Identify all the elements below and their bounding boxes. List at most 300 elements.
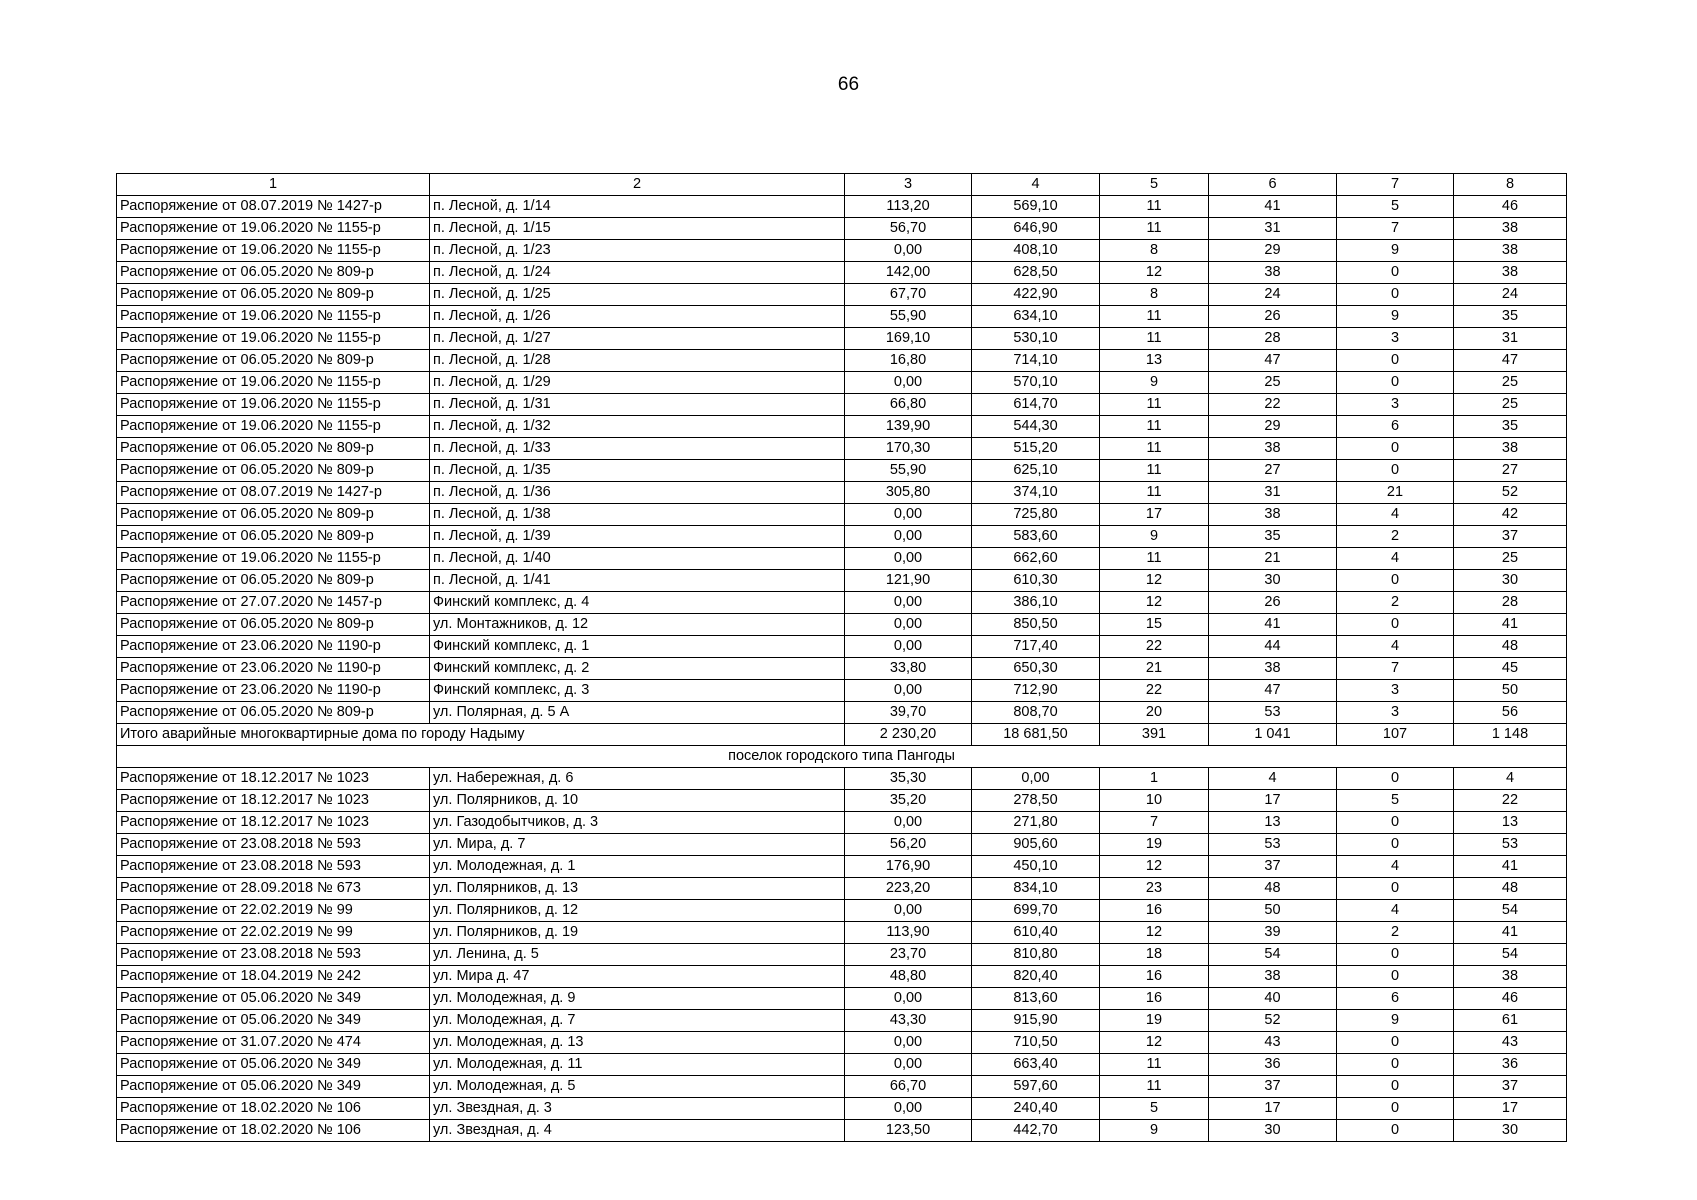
order-reference-cell: Распоряжение от 06.05.2020 № 809-р xyxy=(117,702,430,724)
table-cell: 0 xyxy=(1337,878,1454,900)
order-reference-cell: Распоряжение от 19.06.2020 № 1155-р xyxy=(117,218,430,240)
table-cell: 55,90 xyxy=(845,306,972,328)
table-cell: 0 xyxy=(1337,614,1454,636)
table-row xyxy=(117,548,1567,570)
table-cell: 12 xyxy=(1100,922,1209,944)
table-row xyxy=(117,856,1567,878)
table-cell: 22 xyxy=(1100,636,1209,658)
table-cell: 21 xyxy=(1337,482,1454,504)
address-cell: ул. Молодежная, д. 13 xyxy=(430,1032,845,1054)
table-cell: 11 xyxy=(1100,438,1209,460)
address-cell: п. Лесной, д. 1/38 xyxy=(430,504,845,526)
table-cell: 121,90 xyxy=(845,570,972,592)
order-reference-cell: Распоряжение от 05.06.2020 № 349 xyxy=(117,1010,430,1032)
order-reference-cell: Распоряжение от 23.06.2020 № 1190-р xyxy=(117,636,430,658)
order-reference-cell: Распоряжение от 06.05.2020 № 809-р xyxy=(117,460,430,482)
table-cell: 699,70 xyxy=(972,900,1100,922)
table-cell: 0,00 xyxy=(845,812,972,834)
address-cell: ул. Полярников, д. 10 xyxy=(430,790,845,812)
table-cell: 4 xyxy=(1337,636,1454,658)
order-reference-cell: Распоряжение от 19.06.2020 № 1155-р xyxy=(117,548,430,570)
table-cell: 2 xyxy=(1337,592,1454,614)
order-reference-cell: Распоряжение от 23.06.2020 № 1190-р xyxy=(117,680,430,702)
table-cell: 646,90 xyxy=(972,218,1100,240)
table-cell: 628,50 xyxy=(972,262,1100,284)
table-cell: 169,10 xyxy=(845,328,972,350)
table-cell: 634,10 xyxy=(972,306,1100,328)
table-cell: 48 xyxy=(1454,878,1567,900)
table-cell: 597,60 xyxy=(972,1076,1100,1098)
table-cell: 834,10 xyxy=(972,878,1100,900)
table-cell: 0 xyxy=(1337,1098,1454,1120)
table-cell: 11 xyxy=(1100,218,1209,240)
table-cell: 3 xyxy=(1337,680,1454,702)
table-cell: 11 xyxy=(1100,1054,1209,1076)
address-cell: п. Лесной, д. 1/23 xyxy=(430,240,845,262)
address-cell: ул. Набережная, д. 6 xyxy=(430,768,845,790)
table-cell: 712,90 xyxy=(972,680,1100,702)
table-cell: 37 xyxy=(1209,856,1337,878)
table-cell: 0,00 xyxy=(845,988,972,1010)
table-cell: 17 xyxy=(1454,1098,1567,1120)
table-cell: 915,90 xyxy=(972,1010,1100,1032)
table-cell: 0,00 xyxy=(845,1098,972,1120)
address-cell: п. Лесной, д. 1/40 xyxy=(430,548,845,570)
table-cell: 46 xyxy=(1454,988,1567,1010)
table-cell: 3 xyxy=(1337,394,1454,416)
order-reference-cell: Распоряжение от 08.07.2019 № 1427-р xyxy=(117,482,430,504)
table-cell: 4 xyxy=(1209,768,1337,790)
table-cell: 17 xyxy=(1209,1098,1337,1120)
table-cell: 570,10 xyxy=(972,372,1100,394)
table-cell: 123,50 xyxy=(845,1120,972,1142)
table-cell: 0,00 xyxy=(845,636,972,658)
table-cell: 48 xyxy=(1454,636,1567,658)
table-cell: 4 xyxy=(1337,504,1454,526)
table-cell: 0 xyxy=(1337,438,1454,460)
column-number: 4 xyxy=(972,174,1100,196)
table-cell: 41 xyxy=(1454,614,1567,636)
table-cell: 47 xyxy=(1209,680,1337,702)
table-cell: 29 xyxy=(1209,240,1337,262)
table-cell: 37 xyxy=(1209,1076,1337,1098)
table-cell: 12 xyxy=(1100,262,1209,284)
table-cell: 43 xyxy=(1209,1032,1337,1054)
table-cell: 38 xyxy=(1209,504,1337,526)
table-cell: 55,90 xyxy=(845,460,972,482)
table-cell: 0 xyxy=(1337,944,1454,966)
housing-register-table xyxy=(116,173,1567,1142)
table-cell: 4 xyxy=(1337,856,1454,878)
address-cell: п. Лесной, д. 1/28 xyxy=(430,350,845,372)
table-cell: 813,60 xyxy=(972,988,1100,1010)
table-cell: 38 xyxy=(1209,262,1337,284)
table-cell: 11 xyxy=(1100,460,1209,482)
table-row xyxy=(117,1010,1567,1032)
order-reference-cell: Распоряжение от 23.08.2018 № 593 xyxy=(117,856,430,878)
table-cell: 33,80 xyxy=(845,658,972,680)
table-cell: 271,80 xyxy=(972,812,1100,834)
table-cell: 0 xyxy=(1337,372,1454,394)
table-cell: 0 xyxy=(1337,1076,1454,1098)
table-cell: 36 xyxy=(1209,1054,1337,1076)
address-cell: п. Лесной, д. 1/25 xyxy=(430,284,845,306)
address-cell: Финский комплекс, д. 1 xyxy=(430,636,845,658)
table-cell: 422,90 xyxy=(972,284,1100,306)
table-cell: 31 xyxy=(1454,328,1567,350)
table-cell: 41 xyxy=(1454,922,1567,944)
table-cell: 610,30 xyxy=(972,570,1100,592)
table-cell: 18 xyxy=(1100,944,1209,966)
table-row xyxy=(117,438,1567,460)
table-cell: 662,60 xyxy=(972,548,1100,570)
table-cell: 530,10 xyxy=(972,328,1100,350)
order-reference-cell: Распоряжение от 19.06.2020 № 1155-р xyxy=(117,372,430,394)
table-row xyxy=(117,570,1567,592)
table-row xyxy=(117,196,1567,218)
table-cell: 583,60 xyxy=(972,526,1100,548)
table-cell: 8 xyxy=(1100,284,1209,306)
table-cell: 614,70 xyxy=(972,394,1100,416)
table-row xyxy=(117,878,1567,900)
table-cell: 6 xyxy=(1337,416,1454,438)
total-value: 391 xyxy=(1100,724,1209,746)
table-cell: 5 xyxy=(1100,1098,1209,1120)
table-row xyxy=(117,658,1567,680)
order-reference-cell: Распоряжение от 18.02.2020 № 106 xyxy=(117,1120,430,1142)
table-cell: 3 xyxy=(1337,328,1454,350)
table-cell: 0 xyxy=(1337,1054,1454,1076)
table-row xyxy=(117,394,1567,416)
table-cell: 374,10 xyxy=(972,482,1100,504)
table-row xyxy=(117,680,1567,702)
table-cell: 0,00 xyxy=(845,372,972,394)
table-cell: 8 xyxy=(1100,240,1209,262)
table-row xyxy=(117,350,1567,372)
table-cell: 56 xyxy=(1454,702,1567,724)
address-cell: п. Лесной, д. 1/39 xyxy=(430,526,845,548)
table-cell: 11 xyxy=(1100,1076,1209,1098)
table-cell: 38 xyxy=(1209,658,1337,680)
table-cell: 240,40 xyxy=(972,1098,1100,1120)
order-reference-cell: Распоряжение от 23.08.2018 № 593 xyxy=(117,944,430,966)
table-row xyxy=(117,922,1567,944)
order-reference-cell: Распоряжение от 18.02.2020 № 106 xyxy=(117,1098,430,1120)
total-row xyxy=(117,724,1567,746)
address-cell: ул. Звездная, д. 3 xyxy=(430,1098,845,1120)
table-cell: 663,40 xyxy=(972,1054,1100,1076)
address-cell: п. Лесной, д. 1/29 xyxy=(430,372,845,394)
table-row xyxy=(117,790,1567,812)
table-cell: 11 xyxy=(1100,196,1209,218)
address-cell: п. Лесной, д. 1/27 xyxy=(430,328,845,350)
table-cell: 5 xyxy=(1337,790,1454,812)
table-cell: 38 xyxy=(1209,966,1337,988)
table-cell: 53 xyxy=(1209,834,1337,856)
table-cell: 53 xyxy=(1209,702,1337,724)
table-cell: 41 xyxy=(1209,614,1337,636)
table-cell: 610,40 xyxy=(972,922,1100,944)
address-cell: Финский комплекс, д. 2 xyxy=(430,658,845,680)
table-cell: 7 xyxy=(1100,812,1209,834)
address-cell: Финский комплекс, д. 3 xyxy=(430,680,845,702)
order-reference-cell: Распоряжение от 19.06.2020 № 1155-р xyxy=(117,306,430,328)
table-cell: 27 xyxy=(1209,460,1337,482)
table-cell: 67,70 xyxy=(845,284,972,306)
table-cell: 725,80 xyxy=(972,504,1100,526)
table-cell: 0 xyxy=(1337,350,1454,372)
table-cell: 305,80 xyxy=(845,482,972,504)
table-cell: 25 xyxy=(1209,372,1337,394)
table-cell: 54 xyxy=(1209,944,1337,966)
table-cell: 22 xyxy=(1454,790,1567,812)
table-cell: 39 xyxy=(1209,922,1337,944)
order-reference-cell: Распоряжение от 28.09.2018 № 673 xyxy=(117,878,430,900)
table-cell: 19 xyxy=(1100,1010,1209,1032)
table-cell: 5 xyxy=(1337,196,1454,218)
table-cell: 53 xyxy=(1454,834,1567,856)
table-cell: 36 xyxy=(1454,1054,1567,1076)
address-cell: ул. Ленина, д. 5 xyxy=(430,944,845,966)
table-row xyxy=(117,944,1567,966)
order-reference-cell: Распоряжение от 27.07.2020 № 1457-р xyxy=(117,592,430,614)
table-cell: 0 xyxy=(1337,834,1454,856)
table-cell: 9 xyxy=(1337,240,1454,262)
table-cell: 38 xyxy=(1454,240,1567,262)
order-reference-cell: Распоряжение от 19.06.2020 № 1155-р xyxy=(117,328,430,350)
table-cell: 54 xyxy=(1454,944,1567,966)
table-cell: 717,40 xyxy=(972,636,1100,658)
table-row xyxy=(117,460,1567,482)
table-cell: 3 xyxy=(1337,702,1454,724)
table-row xyxy=(117,1054,1567,1076)
table-cell: 0 xyxy=(1337,966,1454,988)
order-reference-cell: Распоряжение от 19.06.2020 № 1155-р xyxy=(117,394,430,416)
address-cell: ул. Молодежная, д. 7 xyxy=(430,1010,845,1032)
address-cell: ул. Полярников, д. 13 xyxy=(430,878,845,900)
table-cell: 0 xyxy=(1337,262,1454,284)
order-reference-cell: Распоряжение от 19.06.2020 № 1155-р xyxy=(117,416,430,438)
table-row xyxy=(117,262,1567,284)
table-cell: 223,20 xyxy=(845,878,972,900)
section-header-row xyxy=(117,746,1567,768)
table-row xyxy=(117,482,1567,504)
table-cell: 0 xyxy=(1337,1120,1454,1142)
table-row xyxy=(117,1120,1567,1142)
table-cell: 24 xyxy=(1454,284,1567,306)
table-cell: 48,80 xyxy=(845,966,972,988)
table-cell: 9 xyxy=(1100,526,1209,548)
order-reference-cell: Распоряжение от 06.05.2020 № 809-р xyxy=(117,284,430,306)
table-cell: 25 xyxy=(1454,394,1567,416)
table-cell: 29 xyxy=(1209,416,1337,438)
address-cell: п. Лесной, д. 1/33 xyxy=(430,438,845,460)
table-cell: 52 xyxy=(1209,1010,1337,1032)
table-cell: 0,00 xyxy=(845,900,972,922)
table-cell: 0 xyxy=(1337,284,1454,306)
table-cell: 0 xyxy=(1337,812,1454,834)
order-reference-cell: Распоряжение от 18.12.2017 № 1023 xyxy=(117,790,430,812)
table-cell: 544,30 xyxy=(972,416,1100,438)
table-cell: 7 xyxy=(1337,658,1454,680)
table-cell: 41 xyxy=(1454,856,1567,878)
table-cell: 30 xyxy=(1454,570,1567,592)
table-cell: 710,50 xyxy=(972,1032,1100,1054)
table-cell: 35 xyxy=(1209,526,1337,548)
address-cell: ул. Полярная, д. 5 А xyxy=(430,702,845,724)
table-cell: 26 xyxy=(1209,306,1337,328)
table-cell: 25 xyxy=(1454,548,1567,570)
table-row xyxy=(117,1032,1567,1054)
table-cell: 42 xyxy=(1454,504,1567,526)
table-row xyxy=(117,1076,1567,1098)
address-cell: ул. Мира д. 47 xyxy=(430,966,845,988)
table-cell: 31 xyxy=(1209,218,1337,240)
table-cell: 0,00 xyxy=(845,614,972,636)
address-cell: ул. Звездная, д. 4 xyxy=(430,1120,845,1142)
table-cell: 23,70 xyxy=(845,944,972,966)
table-cell: 38 xyxy=(1454,262,1567,284)
total-value: 18 681,50 xyxy=(972,724,1100,746)
table-cell: 12 xyxy=(1100,856,1209,878)
table-cell: 35 xyxy=(1454,416,1567,438)
table-cell: 17 xyxy=(1209,790,1337,812)
address-cell: ул. Молодежная, д. 5 xyxy=(430,1076,845,1098)
table-cell: 37 xyxy=(1454,526,1567,548)
table-cell: 28 xyxy=(1454,592,1567,614)
table-cell: 9 xyxy=(1337,1010,1454,1032)
address-cell: п. Лесной, д. 1/15 xyxy=(430,218,845,240)
table-cell: 0,00 xyxy=(845,1054,972,1076)
table-cell: 170,30 xyxy=(845,438,972,460)
table-cell: 16 xyxy=(1100,966,1209,988)
table-cell: 10 xyxy=(1100,790,1209,812)
table-cell: 0,00 xyxy=(845,680,972,702)
table-row xyxy=(117,966,1567,988)
table-cell: 13 xyxy=(1209,812,1337,834)
table-cell: 113,90 xyxy=(845,922,972,944)
table-row xyxy=(117,614,1567,636)
page-number: 66 xyxy=(837,74,860,95)
order-reference-cell: Распоряжение от 18.12.2017 № 1023 xyxy=(117,812,430,834)
table-cell: 6 xyxy=(1337,988,1454,1010)
order-reference-cell: Распоряжение от 31.07.2020 № 474 xyxy=(117,1032,430,1054)
column-number: 3 xyxy=(845,174,972,196)
table-cell: 450,10 xyxy=(972,856,1100,878)
address-cell: ул. Молодежная, д. 1 xyxy=(430,856,845,878)
address-cell: п. Лесной, д. 1/24 xyxy=(430,262,845,284)
table-cell: 142,00 xyxy=(845,262,972,284)
order-reference-cell: Распоряжение от 19.06.2020 № 1155-р xyxy=(117,240,430,262)
table-cell: 38 xyxy=(1454,438,1567,460)
table-cell: 4 xyxy=(1454,768,1567,790)
order-reference-cell: Распоряжение от 06.05.2020 № 809-р xyxy=(117,504,430,526)
order-reference-cell: Распоряжение от 22.02.2019 № 99 xyxy=(117,900,430,922)
table-cell: 40 xyxy=(1209,988,1337,1010)
order-reference-cell: Распоряжение от 23.08.2018 № 593 xyxy=(117,834,430,856)
table-row xyxy=(117,328,1567,350)
table-cell: 820,40 xyxy=(972,966,1100,988)
table-cell: 515,20 xyxy=(972,438,1100,460)
table-cell: 4 xyxy=(1337,900,1454,922)
order-reference-cell: Распоряжение от 06.05.2020 № 809-р xyxy=(117,526,430,548)
column-number: 2 xyxy=(430,174,845,196)
table-cell: 41 xyxy=(1209,196,1337,218)
order-reference-cell: Распоряжение от 06.05.2020 № 809-р xyxy=(117,570,430,592)
table-row xyxy=(117,526,1567,548)
table-cell: 21 xyxy=(1100,658,1209,680)
table-cell: 24 xyxy=(1209,284,1337,306)
table-cell: 15 xyxy=(1100,614,1209,636)
table-cell: 0,00 xyxy=(972,768,1100,790)
table-cell: 278,50 xyxy=(972,790,1100,812)
table-cell: 19 xyxy=(1100,834,1209,856)
table-cell: 20 xyxy=(1100,702,1209,724)
table-row xyxy=(117,900,1567,922)
table-cell: 48 xyxy=(1209,878,1337,900)
total-value: 1 148 xyxy=(1454,724,1567,746)
table-cell: 4 xyxy=(1337,548,1454,570)
table-cell: 650,30 xyxy=(972,658,1100,680)
table-row xyxy=(117,372,1567,394)
order-reference-cell: Распоряжение от 06.05.2020 № 809-р xyxy=(117,350,430,372)
table-cell: 56,70 xyxy=(845,218,972,240)
order-reference-cell: Распоряжение от 08.07.2019 № 1427-р xyxy=(117,196,430,218)
table-cell: 13 xyxy=(1100,350,1209,372)
order-reference-cell: Распоряжение от 05.06.2020 № 349 xyxy=(117,988,430,1010)
table-row xyxy=(117,240,1567,262)
address-cell: ул. Молодежная, д. 9 xyxy=(430,988,845,1010)
table-cell: 28 xyxy=(1209,328,1337,350)
table-cell: 38 xyxy=(1454,218,1567,240)
table-cell: 37 xyxy=(1454,1076,1567,1098)
table-cell: 12 xyxy=(1100,592,1209,614)
column-number: 7 xyxy=(1337,174,1454,196)
table-row xyxy=(117,306,1567,328)
table-cell: 35,20 xyxy=(845,790,972,812)
order-reference-cell: Распоряжение от 23.06.2020 № 1190-р xyxy=(117,658,430,680)
table-cell: 2 xyxy=(1337,922,1454,944)
table-cell: 0 xyxy=(1337,460,1454,482)
table-cell: 43,30 xyxy=(845,1010,972,1032)
table-cell: 26 xyxy=(1209,592,1337,614)
table-cell: 16 xyxy=(1100,900,1209,922)
table-row xyxy=(117,218,1567,240)
address-cell: ул. Монтажников, д. 12 xyxy=(430,614,845,636)
table-row xyxy=(117,702,1567,724)
table-cell: 0,00 xyxy=(845,240,972,262)
address-cell: ул. Газодобытчиков, д. 3 xyxy=(430,812,845,834)
order-reference-cell: Распоряжение от 18.12.2017 № 1023 xyxy=(117,768,430,790)
table-cell: 625,10 xyxy=(972,460,1100,482)
table-cell: 0 xyxy=(1337,768,1454,790)
table-cell: 46 xyxy=(1454,196,1567,218)
table-row xyxy=(117,416,1567,438)
table-cell: 22 xyxy=(1209,394,1337,416)
table-cell: 0 xyxy=(1337,1032,1454,1054)
table-row xyxy=(117,592,1567,614)
table-cell: 11 xyxy=(1100,548,1209,570)
table-cell: 0,00 xyxy=(845,1032,972,1054)
table-cell: 16 xyxy=(1100,988,1209,1010)
address-cell: ул. Мира, д. 7 xyxy=(430,834,845,856)
table-row xyxy=(117,636,1567,658)
table-cell: 38 xyxy=(1209,438,1337,460)
table-cell: 9 xyxy=(1100,1120,1209,1142)
table-cell: 408,10 xyxy=(972,240,1100,262)
total-value: 1 041 xyxy=(1209,724,1337,746)
table-cell: 714,10 xyxy=(972,350,1100,372)
